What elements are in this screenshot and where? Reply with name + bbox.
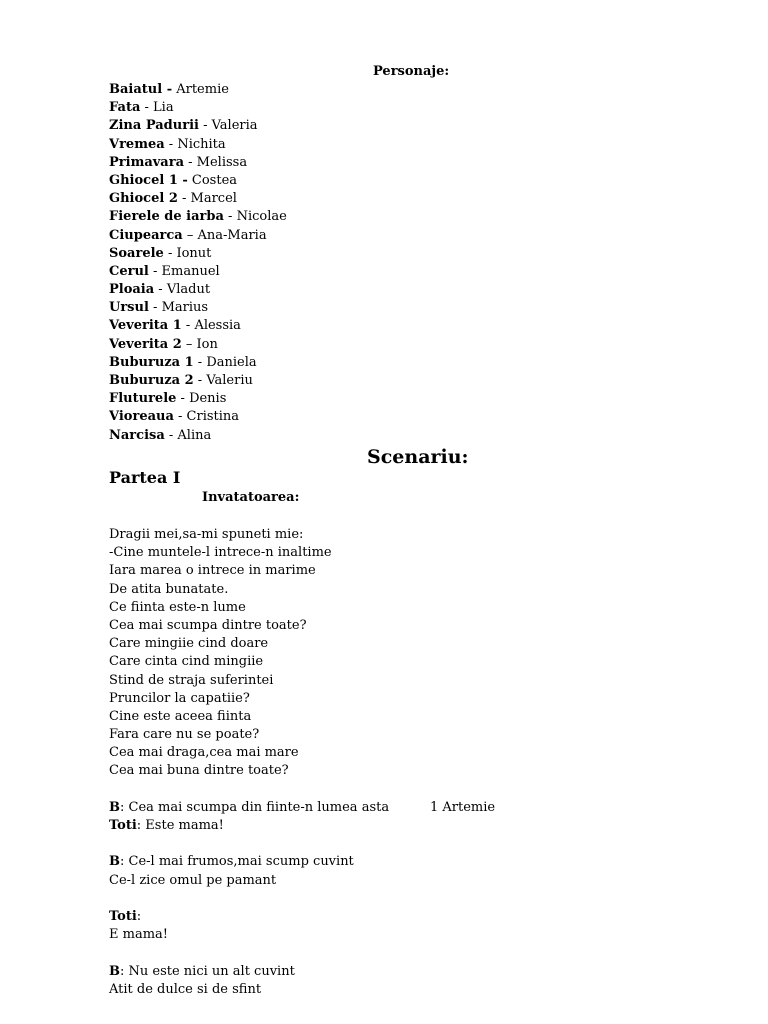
line-text: Cea mai draga,cea mai mare — [109, 745, 299, 761]
line-text: Ce fiinta este-n lume — [109, 599, 246, 615]
character-actor: - Nichita — [164, 136, 226, 152]
speaker-label: B — [109, 799, 120, 815]
character-role: Vioreaua — [109, 409, 174, 425]
character-actor: - Marius — [148, 300, 209, 316]
script-line — [109, 617, 389, 635]
character-line — [109, 172, 287, 190]
character-role: Zina Padurii — [109, 118, 199, 134]
character-actor: - Denis — [176, 391, 227, 407]
speaker-label: Toti — [109, 908, 137, 924]
character-line — [109, 372, 287, 390]
line-text: : Este mama! — [136, 818, 224, 833]
character-line — [109, 299, 287, 317]
character-line — [109, 117, 287, 135]
line-text: Care cinta cind mingiie — [109, 654, 264, 670]
speaker-label: Toti — [109, 818, 137, 833]
line-text: : Nu este nici un alt cuvint — [120, 963, 295, 979]
character-line — [109, 281, 287, 299]
script-line — [109, 562, 389, 580]
character-role: Primavara — [109, 154, 184, 170]
character-actor: - Valeriu — [193, 373, 253, 388]
character-role: Fata — [109, 100, 141, 116]
character-actor: – Ion — [181, 336, 218, 352]
line-text: Pruncilor la capatiie? — [109, 690, 250, 706]
script-line — [109, 981, 389, 999]
script-line — [109, 544, 389, 562]
character-line — [109, 154, 287, 172]
script-line — [109, 726, 389, 744]
character-actor: - Alessia — [181, 318, 241, 334]
character-role: Ploaia — [109, 282, 155, 298]
line-text: Atit de dulce si de sfint — [109, 981, 262, 997]
line-text: Cine este aceea fiinta — [109, 708, 252, 724]
character-line — [109, 354, 287, 372]
speaker-label: B — [109, 963, 120, 979]
script-line — [109, 908, 389, 926]
character-role: Veverita 2 — [109, 336, 182, 352]
character-actor: – Ana-Maria — [182, 227, 267, 243]
character-role: Baiatul - — [109, 82, 173, 97]
script-line — [109, 708, 389, 726]
character-actor: Costea — [187, 172, 238, 188]
character-role: Veverita 1 — [109, 318, 182, 334]
line-text: Care mingiie cind doare — [109, 636, 269, 652]
character-actor: - Daniela — [193, 354, 257, 370]
speaker-note: 1 Artemie — [430, 800, 496, 815]
character-actor: - Emanuel — [148, 263, 220, 279]
character-actor: - Vladut — [154, 282, 211, 298]
script-text — [109, 526, 389, 999]
line-text: E mama! — [109, 927, 169, 943]
script-line — [109, 817, 389, 835]
line-text: Cea mai scumpa dintre toate? — [109, 617, 307, 633]
script-line — [109, 672, 389, 690]
script-line — [109, 635, 389, 653]
character-line — [109, 427, 287, 445]
character-line — [109, 190, 287, 208]
character-line — [109, 263, 287, 281]
script-line — [109, 781, 389, 799]
character-actor: - Nicolae — [223, 209, 287, 225]
character-role: Soarele — [109, 245, 164, 261]
character-role: Fierele de iarba — [109, 209, 224, 225]
script-line — [109, 835, 389, 853]
character-role: Buburuza 1 — [109, 354, 194, 370]
line-text: : — [136, 908, 142, 924]
script-line — [109, 799, 389, 817]
script-line — [109, 944, 389, 962]
line-text: : Cea mai scumpa din fiinte-n lumea asta — [120, 799, 390, 815]
script-line — [109, 963, 389, 981]
character-line — [109, 408, 287, 426]
character-line — [109, 336, 287, 354]
script-line — [109, 926, 389, 944]
script-line — [109, 581, 389, 599]
line-text: Dragii mei,sa-mi spuneti mie: — [109, 527, 304, 542]
character-actor: - Alina — [164, 427, 212, 443]
script-line — [109, 762, 389, 780]
script-line — [109, 690, 389, 708]
line-text: Iara marea o intrece in marime — [109, 563, 316, 579]
partea-heading: Partea I — [109, 468, 181, 487]
character-line — [109, 317, 287, 335]
character-actor: - Marcel — [177, 191, 237, 207]
character-role: Fluturele — [109, 391, 177, 407]
character-actor: - Valeria — [198, 118, 258, 134]
character-line — [109, 227, 287, 245]
speaker-label: B — [109, 854, 120, 870]
character-role: Ciupearca — [109, 227, 183, 243]
character-list — [109, 81, 287, 445]
character-line — [109, 99, 287, 117]
character-role: Narcisa — [109, 427, 165, 443]
character-role: Ursul — [109, 300, 149, 316]
script-line — [109, 744, 389, 762]
script-line — [109, 853, 389, 871]
character-line — [109, 81, 287, 99]
script-line — [109, 890, 389, 908]
character-role: Cerul — [109, 263, 149, 279]
character-role: Ghiocel 1 - — [109, 172, 188, 188]
script-line — [109, 599, 389, 617]
line-text: Stind de straja suferintei — [109, 672, 274, 688]
script-line — [109, 526, 389, 544]
character-role: Buburuza 2 — [109, 373, 194, 388]
character-line — [109, 390, 287, 408]
character-actor: - Lia — [140, 100, 174, 116]
character-actor: - Cristina — [173, 409, 240, 425]
character-actor: Artemie — [172, 82, 229, 97]
invatatoarea-heading: Invatatoarea: — [202, 490, 300, 505]
character-actor: - Melissa — [184, 154, 248, 170]
personaje-heading: Personaje: — [373, 64, 450, 79]
character-role: Ghiocel 2 — [109, 191, 178, 207]
line-text: De atita bunatate. — [109, 581, 229, 597]
line-text: Ce-l zice omul pe pamant — [109, 872, 277, 888]
character-line — [109, 208, 287, 226]
scenariu-heading: Scenariu: — [367, 446, 469, 468]
line-text: Fara care nu se poate? — [109, 727, 260, 743]
script-line — [109, 653, 389, 671]
script-line — [109, 872, 389, 890]
line-text: Cea mai buna dintre toate? — [109, 763, 289, 779]
character-actor: - Ionut — [163, 245, 212, 261]
character-line — [109, 245, 287, 263]
line-text: : Ce-l mai frumos,mai scump cuvint — [120, 854, 354, 870]
character-role: Vremea — [109, 136, 165, 152]
character-line — [109, 136, 287, 154]
line-text: -Cine muntele-l intrece-n inaltime — [109, 545, 332, 561]
